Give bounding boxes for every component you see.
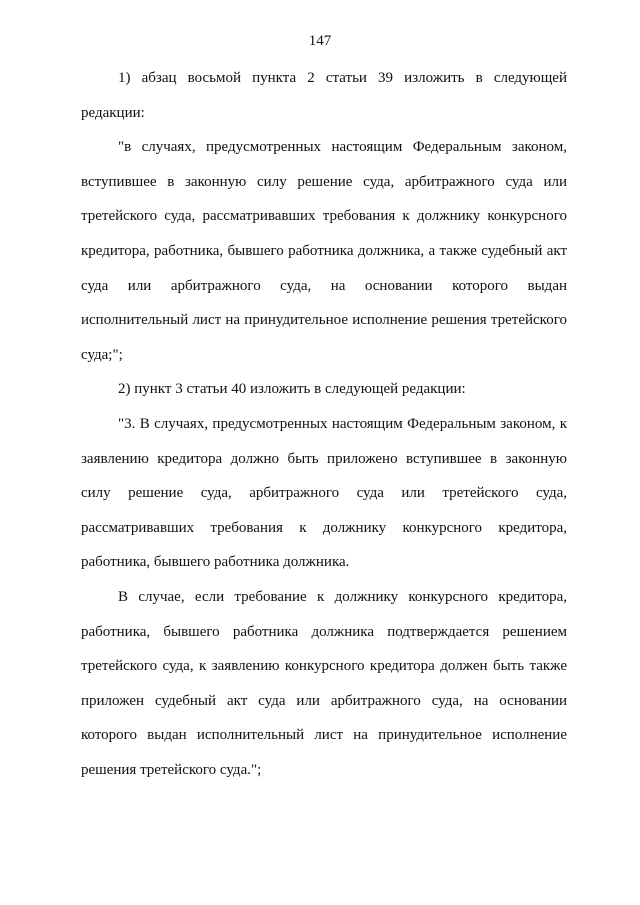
document-body (81, 61, 567, 787)
page-number: 147 (308, 33, 332, 49)
paragraph-quote-1: "в случаях, предусмотренных настоящим Федеральным законом, вступившее в законную силу решение суда, арбитражного суда или третейского суда, рассматривавших требования к должнику конкурсного кредитора, работника, бывшего работника должника, а также судебный акт суда или арбитражного суда, на основании которого выдан исполнительный лист на принудительное исполнение решения третейского суда;"; (81, 139, 567, 363)
paragraph-quote-2: "3. В случаях, предусмотренных настоящим Федеральным законом, к заявлению кредитора должно быть приложено вступившее в законную силу решение суда, арбитражного суда или третейского суда, рассматривавших требования к должнику конкурсного кредитора, работника, бывшего работника должника. (81, 415, 567, 571)
paragraph-quote-3: В случае, если требование к должнику конкурсного кредитора, работника, бывшего работника должника подтверждается решением третейского суда, к заявлению конкурсного кредитора должен быть также приложен судебный акт суда или арбитражного суда, на основании которого выдан исполнительный лист на принудительное исполнение решения третейского суда."; (81, 588, 567, 778)
paragraph-amendment-2: 2) пункт 3 статьи 40 изложить в следующей редакции: (118, 381, 466, 398)
paragraph-amendment-1: 1) абзац восьмой пункта 2 статьи 39 изложить в следующей редакции: (81, 70, 567, 121)
